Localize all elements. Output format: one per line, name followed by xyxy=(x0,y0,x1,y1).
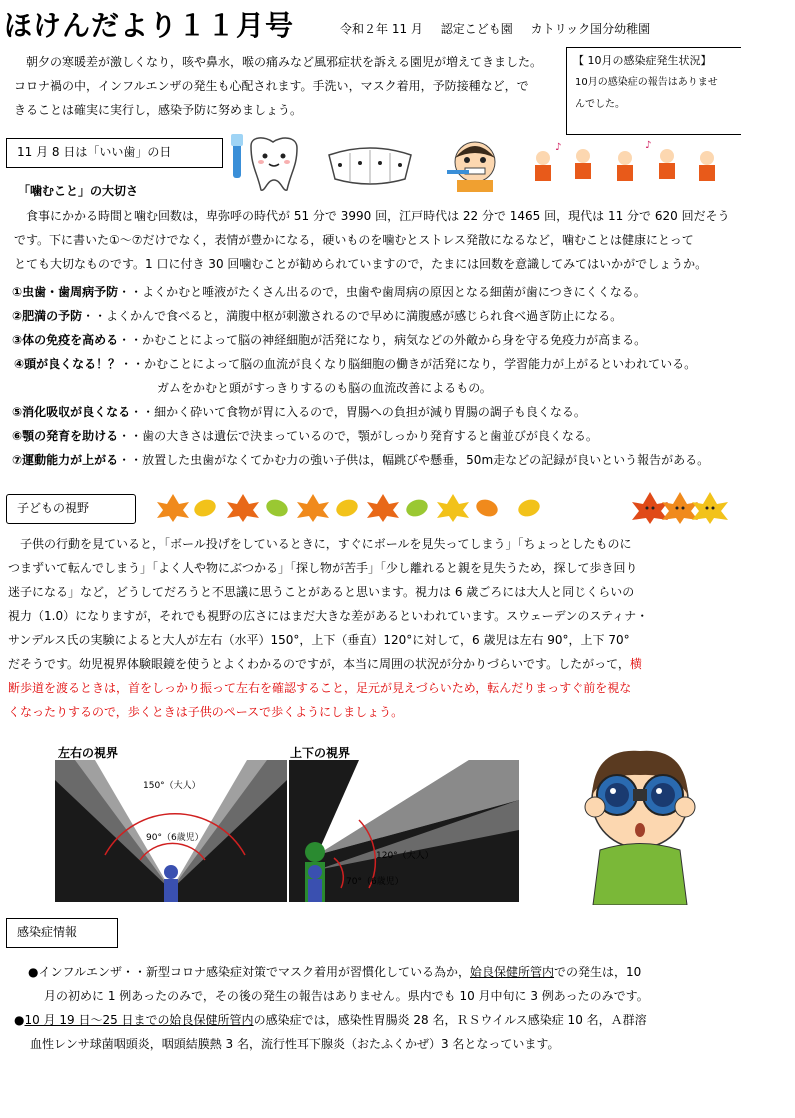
report-heading: 【 10月の感染症発生状況】 xyxy=(573,54,712,67)
svg-text:♪: ♪ xyxy=(555,142,562,153)
intro-line: きることは確実に実行し，感染予防に努めましょう。 xyxy=(14,103,303,117)
svg-text:♪: ♪ xyxy=(645,140,652,151)
list-item: ⑤消化吸収が良くなる・・細かく砕いて食物が胃に入るので，胃腸への負担が減り胃腸の調子も良くなる。 xyxy=(12,405,586,419)
list-item: ④頭が良くなる！？・・かむことによって脳の血流が良くなり脳細胞の働きが活発になり，学習能力が上がるといわれている。 xyxy=(14,357,697,371)
vision-warning-line: くなったりするので，歩くときは子供のペースで歩くようにしましょう。 xyxy=(8,705,404,719)
school-name: カトリック国分幼稚園 xyxy=(530,22,651,36)
page-title: ほけんだより１１月号 xyxy=(4,9,295,42)
chewing-line: 食事にかかる時間と噛む回数は，卑弥呼の時代が 51 分で 3990 回，江戸時代は 22 分で 1465 回，現代は 11 分で 620 回だそう xyxy=(26,209,730,223)
influenza-line-cont: 月の初めに 1 例あったのみで，その後の発生の報告はありません。県内でも 10 月中旬に 3 例あったのみです。 xyxy=(44,989,649,1003)
child-vision-label: 子どもの視野 xyxy=(6,494,136,524)
list-item: ②肥満の予防・・よくかんで食べると，満腹中枢が刺激されるので早めに満腹感が感じられ食べ過ぎ防止になる。 xyxy=(12,309,623,323)
chewing-benefits-list xyxy=(12,280,747,472)
vision-line: つまずいて転んでしまう」「よく人や物にぶつかる」「探し物が苦手」「少し離れると親を見失うため，探して歩き回り xyxy=(8,561,638,575)
vision-line: サンデルス氏の実験によると大人が左右（水平）150°，上下（垂直）120°に対して，6 歳児は左右 90°，上下 70° xyxy=(8,633,630,647)
vertical-vision-title: 上下の視界 xyxy=(290,746,351,760)
chewing-subheading: 「噛むこと」の大切さ xyxy=(18,184,139,198)
autumn-leaves-decoration xyxy=(155,490,555,524)
dancing-children-illustration xyxy=(525,140,725,192)
report-line: 10月の感染症の報告はありませ xyxy=(575,77,718,88)
report-line: んでした。 xyxy=(575,99,625,110)
report-body xyxy=(575,72,733,116)
intro-paragraph xyxy=(14,50,559,122)
smiling-teeth-illustration xyxy=(325,145,415,187)
chewing-paragraph xyxy=(14,204,739,276)
vertical-child-angle: 70°（6歳児） xyxy=(346,877,404,887)
vertical-vision-diagram xyxy=(289,760,519,902)
vision-paragraph xyxy=(8,532,738,724)
horizontal-adult-angle: 150°（大人） xyxy=(143,781,201,791)
list-item: ①虫歯・歯周病予防・・よくかむと唾液がたくさん出るので，虫歯や歯周病の原因となる細菌が歯につきにくくなる。 xyxy=(12,285,646,299)
chewing-line: とても大切なものです。1 口に付き 30 回噛むことが勧められていますので，たまには回数を意識してみてはいかがでしょうか。 xyxy=(14,257,708,271)
vision-text: だそうです。幼児視界体験眼鏡を使うとよくわかるのですが，本当に周囲の状況が分かりづらいです。したがって， xyxy=(8,657,630,671)
intro-line: 朝夕の寒暖差が激しくなり，咳や鼻水，喉の痛みなど風邪症状を訴える園児が増えてきました。 xyxy=(26,55,543,69)
issue-date: 令和２年 11 月 xyxy=(340,22,423,36)
vision-line xyxy=(8,652,738,676)
vision-line: 子供の行動を見ていると，「ボール投げをしているときに，すぐにボールを見失ってしまう」「ちょっとしたものに xyxy=(20,537,632,551)
child-brushing-teeth-illustration xyxy=(445,136,505,192)
infection-info-body xyxy=(14,960,744,1056)
list-item: ガムをかむと頭がすっきりするのも脳の血流改善によるもの。 xyxy=(157,381,492,395)
tooth-toothbrush-illustration xyxy=(225,132,315,194)
weekly-report-line-cont: 血性レンサ球菌咽頭炎，咽頭結膜熱 3 名，流行性耳下腺炎（おたふくかぜ）3 名となっています。 xyxy=(30,1037,560,1051)
vision-warning-text: 横 xyxy=(629,657,642,671)
teeth-day-label: 11 月 8 日は「いい歯」の日 xyxy=(6,138,223,168)
chewing-line: です。下に書いた①～⑦だけでなく，表情が豊かになる，硬いものを噛むとストレス発散になるなど，噛むことは健康にとって xyxy=(14,233,694,247)
vision-line: 迷子になる」など，どうしてだろうと不思議に思うことがあると思います。視力は 6 歳ごろには大人と同じくらいの xyxy=(8,585,635,599)
weekly-report-line: ●10 月 19 日～25 日までの姶良保健所管内の感染症では，感染性胃腸炎 28 名，ＲＳウイルス感染症 10 名，Ａ群溶 xyxy=(14,1013,647,1027)
header-info xyxy=(340,20,664,37)
intro-line: コロナ禍の中，インフルエンザの発生も心配されます。手洗い，マスク着用，予防接種など，で xyxy=(14,79,529,93)
influenza-line: ●インフルエンザ・・新型コロナ感染症対策でマスク着用が習慣化している為か，姶良保健所管内での発生は，10 xyxy=(28,965,642,979)
vertical-adult-angle: 120°（大人） xyxy=(376,851,434,861)
infection-info-label: 感染症情報 xyxy=(6,918,118,948)
horizontal-child-angle: 90°（6歳児） xyxy=(146,833,204,843)
vision-line: 視力（1.0）になりますが，それでも視野の広さにはまだ大きな差があるといわれています。スウェーデンのスティナ・ xyxy=(8,609,649,623)
leaf-characters-illustration xyxy=(630,490,730,526)
list-item: ⑦運動能力が上がる・・放置した虫歯がなくてかむ力の強い子供は，幅跳びや懸垂，50m走などの記録が良いという報告がある。 xyxy=(12,453,710,467)
horizontal-vision-title: 左右の視界 xyxy=(58,746,119,760)
infection-report-box xyxy=(566,47,741,135)
list-item: ③体の免疫を高める・・かむことによって脳の神経細胞が活発になり，病気などの外敵から身を守る免疫力が高まる。 xyxy=(12,333,647,347)
school-type: 認定こども園 xyxy=(440,22,513,36)
child-with-binoculars-illustration xyxy=(575,745,705,905)
list-item: ⑥顎の発育を助ける・・歯の大きさは遺伝で決まっているので，顎がしっかり発育すると歯並びが良くなる。 xyxy=(12,429,598,443)
vision-warning-line: 断歩道を渡るときは，首をしっかり振って左右を確認すること，足元が見えづらいため，転んだりまっすぐ前を視な xyxy=(8,681,632,695)
